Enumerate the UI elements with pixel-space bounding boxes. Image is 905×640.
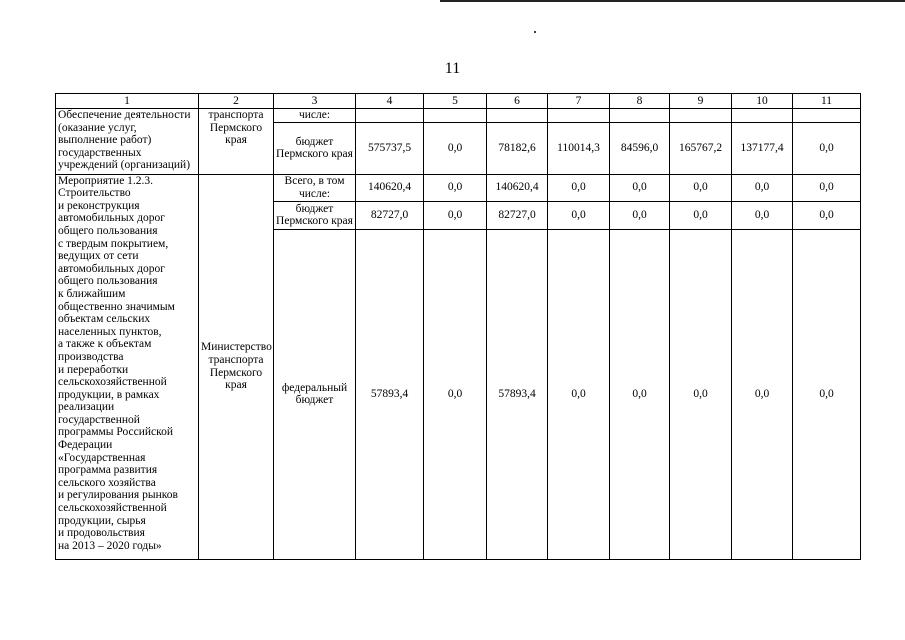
executor-cell: транспорта Пермского края (199, 109, 274, 175)
value-cell (356, 109, 424, 123)
activity-name-cell: Мероприятие 1.2.3. Строительство и реконструкция автомобильных дорог общего пользования с твердым покрытием, ведущих от сети автомобильных дорог общего пользования к ближайшим общественно значимым объектам сельских населенных пунктов, а также к объектам производства и переработки сельскохозяйственной продукции, в рамках реализации государственной программы Российской Федерации «Государственная программа развития сельского хозяйства и регулирования рынков сельскохозяйственной продукции, сырья и продовольствия на 2013 – 2020 годы» (56, 174, 199, 559)
value-cell: 140620,4 (487, 174, 548, 201)
header-cell: 4 (356, 94, 424, 109)
value-cell: 0,0 (793, 229, 861, 559)
value-cell: 0,0 (548, 201, 610, 229)
value-cell: 0,0 (793, 201, 861, 229)
header-cell: 8 (610, 94, 670, 109)
value-cell: 0,0 (548, 229, 610, 559)
value-cell: 0,0 (610, 229, 670, 559)
scan-speck (534, 31, 536, 33)
value-cell: 0,0 (732, 229, 793, 559)
value-cell: 0,0 (793, 174, 861, 201)
value-cell (670, 109, 732, 123)
funding-source-cell: числе: (274, 109, 356, 123)
value-cell: 0,0 (610, 174, 670, 201)
value-cell: 0,0 (732, 174, 793, 201)
activity-name-cell: Обеспечение деятельности (оказание услуг, выполнение работ) государственных учреждений (организаций) (56, 109, 199, 175)
value-cell: 78182,6 (487, 122, 548, 174)
value-cell: 137177,4 (732, 122, 793, 174)
value-cell: 0,0 (424, 229, 487, 559)
header-cell: 1 (56, 94, 199, 109)
value-cell: 84596,0 (610, 122, 670, 174)
header-cell: 2 (199, 94, 274, 109)
value-cell: 140620,4 (356, 174, 424, 201)
value-cell: 0,0 (424, 122, 487, 174)
header-cell: 9 (670, 94, 732, 109)
value-cell (424, 109, 487, 123)
value-cell: 0,0 (424, 201, 487, 229)
budget-table (55, 93, 861, 560)
value-cell (732, 109, 793, 123)
funding-source-cell: бюджет Пермского края (274, 122, 356, 174)
table-row (56, 109, 861, 123)
header-cell: 5 (424, 94, 487, 109)
header-cell: 6 (487, 94, 548, 109)
value-cell: 82727,0 (487, 201, 548, 229)
value-cell: 0,0 (670, 174, 732, 201)
value-cell: 575737,5 (356, 122, 424, 174)
value-cell: 0,0 (610, 201, 670, 229)
value-cell: 0,0 (424, 174, 487, 201)
value-cell (793, 109, 861, 123)
header-cell: 10 (732, 94, 793, 109)
table-row (56, 174, 861, 201)
value-cell (548, 109, 610, 123)
header-cell: 3 (274, 94, 356, 109)
value-cell: 82727,0 (356, 201, 424, 229)
value-cell: 0,0 (548, 174, 610, 201)
value-cell: 0,0 (793, 122, 861, 174)
value-cell: 110014,3 (548, 122, 610, 174)
funding-source-cell: Всего, в том числе: (274, 174, 356, 201)
funding-source-cell: федеральный бюджет (274, 229, 356, 559)
funding-source-cell: бюджет Пермского края (274, 201, 356, 229)
value-cell (487, 109, 548, 123)
value-cell: 165767,2 (670, 122, 732, 174)
value-cell: 0,0 (670, 201, 732, 229)
value-cell: 0,0 (732, 201, 793, 229)
executor-cell: Министерство транспорта Пермского края (199, 174, 274, 559)
header-cell: 11 (793, 94, 861, 109)
page-number: 11 (444, 60, 461, 77)
header-row (56, 94, 861, 109)
value-cell (610, 109, 670, 123)
value-cell: 57893,4 (487, 229, 548, 559)
value-cell: 57893,4 (356, 229, 424, 559)
scan-edge-line (440, 0, 905, 2)
value-cell: 0,0 (670, 229, 732, 559)
header-cell: 7 (548, 94, 610, 109)
